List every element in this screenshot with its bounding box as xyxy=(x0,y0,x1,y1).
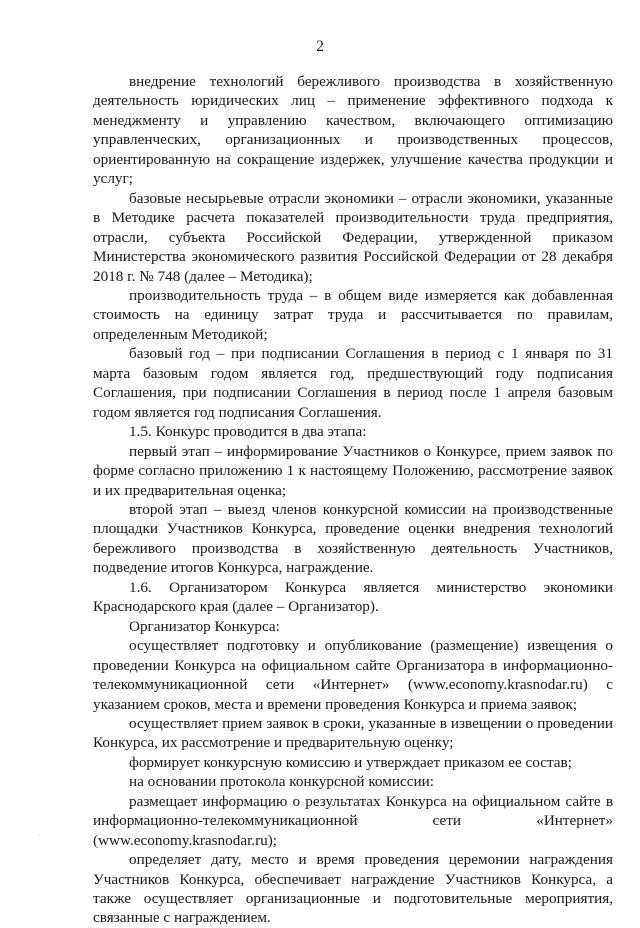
paragraph-section-1-6: 1.6. Организатором Конкурса является министерство экономики Краснодарского края (далее – Организатор). xyxy=(93,578,613,616)
paragraph-based-on-protocol: на основании протокола конкурсной комиссии: xyxy=(129,773,434,791)
paragraph-first-stage: первый этап – информирование Участников о Конкурсе, прием заявок по форме согласно приложению 1 к настоящему Положению, рассмотрение заявок и их предварительная оценка; xyxy=(93,442,613,499)
paragraph-publishes-results: размещает информацию о результатах Конкурса на официальном сайте в информационно-телекоммуникационной сети «Интернет» (www.economy.krasnodar.ru); xyxy=(93,792,613,849)
paragraph-base-year: базовый год – при подписании Соглашения в период с 1 января по 31 марта базовым годом является год, предшествующий году подписания Соглашения, при подписании Соглашения в период после 1 апреля базовым годом является год подписания Соглашения. xyxy=(93,345,613,421)
margin-dot: · xyxy=(38,833,40,839)
paragraph-receives-applications: осуществляет прием заявок в сроки, указанные в извещении о проведении Конкурса, их рассмотрение и предварительную оценку; xyxy=(93,714,613,752)
paragraph-second-stage: второй этап – выезд членов конкурсной комиссии на производственные площадки Участников Конкурса, проведение оценки внедрения технологий бережливого производства в хозяйственную деятельность Участников, подведение итогов Конкурса, награждение. xyxy=(93,500,613,577)
page-number: 2 xyxy=(316,38,324,55)
document-body xyxy=(93,72,613,928)
paragraph-labor-productivity: производительность труда – в общем виде измеряется как добавленная стоимость на единицу затрат труда и рассчитывается по правилам, определенным Методикой; xyxy=(93,286,613,343)
paragraph-award-ceremony: определяет дату, место и время проведения церемонии награждения Участников Конкурса, обеспечивает награждение Участников Конкурса, а также осуществляет организационные и подготовительные мероприятия, связанные с награждением. xyxy=(93,851,613,927)
paragraph-base-industries: базовые несырьевые отрасли экономики – отрасли экономики, указанные в Методике расчета показателей производительности труда предприятия, отрасли, субъекта Российской Федерации, утвержденной приказом Министерства экономического развития Российской Федерации от 28 декабря 2018 г. № 748 (далее – Методика); xyxy=(93,189,613,285)
paragraph-lean-production: внедрение технологий бережливого производства в хозяйственную деятельность юридических лиц – применение эффективного подхода к менеджменту и управлению качеством, включающего оптимизацию управленческих, организационных и производственных процессов, ориентированную на сокращение издержек, улучшение качества продукции и услуг; xyxy=(93,73,613,188)
paragraph-section-1-5: 1.5. Конкурс проводится в два этапа: xyxy=(129,423,367,441)
paragraph-organizer-heading: Организатор Конкурса: xyxy=(129,617,280,635)
paragraph-publishes-notice: осуществляет подготовку и опубликование (размещение) извещения о проведении Конкурса на официальном сайте Организатора в информационно-телекоммуникационной сети «Интернет» (www.economy.krasnodar.ru) с указанием сроков, места и времени проведения Конкурса и приема заявок; xyxy=(93,637,613,713)
paragraph-forms-commission: формирует конкурсную комиссию и утверждает приказом ее состав; xyxy=(129,753,572,771)
